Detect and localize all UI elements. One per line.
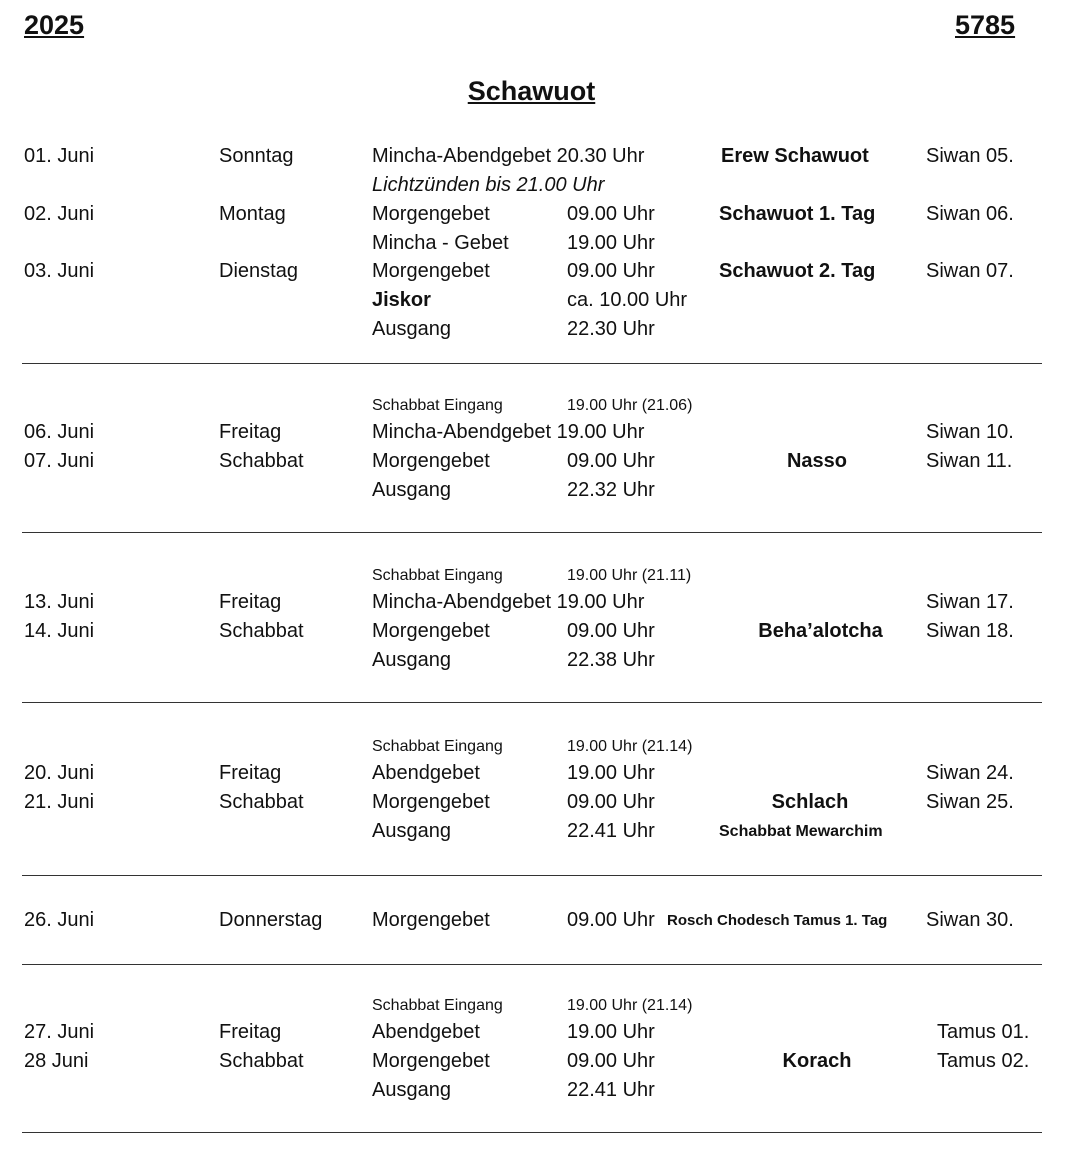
weekday: Schabbat bbox=[219, 1050, 304, 1072]
service-time: 09.00 Uhr bbox=[567, 1050, 655, 1072]
date: 13. Juni bbox=[24, 591, 95, 613]
shabbat-entry-label: Schabbat Eingang bbox=[372, 738, 503, 755]
service-time: 09.00 Uhr bbox=[567, 909, 655, 931]
service: Mincha-Abendgebet 19.00 Uhr bbox=[372, 421, 645, 443]
date: 28 Juni bbox=[24, 1050, 89, 1072]
service-time: 09.00 Uhr bbox=[567, 260, 655, 282]
divider bbox=[22, 532, 1042, 533]
parasha-name: Korach bbox=[782, 1050, 852, 1072]
service-time: 22.38 Uhr bbox=[567, 649, 655, 671]
date: 06. Juni bbox=[24, 421, 95, 443]
date: 26. Juni bbox=[24, 909, 95, 931]
service: Morgengebet bbox=[372, 620, 490, 642]
service: Mincha-Abendgebet 19.00 Uhr bbox=[372, 591, 645, 613]
service-time: 09.00 Uhr bbox=[567, 203, 655, 225]
shabbat-entry-time: 19.00 Uhr (21.06) bbox=[567, 397, 693, 414]
weekday: Donnerstag bbox=[219, 909, 323, 931]
hebrew-date: Siwan 30. bbox=[926, 909, 1014, 931]
service: Mincha-Abendgebet 20.30 Uhr bbox=[372, 145, 645, 167]
event-name: Erew Schawuot bbox=[721, 145, 869, 167]
page-title: Schawuot bbox=[467, 76, 596, 106]
service: Morgengebet bbox=[372, 203, 490, 225]
weekday: Freitag bbox=[219, 762, 282, 784]
divider bbox=[22, 363, 1042, 364]
service-time: ca. 10.00 Uhr bbox=[567, 289, 688, 311]
hebrew-date: Siwan 18. bbox=[926, 620, 1014, 642]
service-time: 22.41 Uhr bbox=[567, 820, 655, 842]
service: Morgengebet bbox=[372, 450, 490, 472]
service-time: 22.30 Uhr bbox=[567, 318, 655, 340]
date: 21. Juni bbox=[24, 791, 95, 813]
event-name: Rosch Chodesch Tamus 1. Tag bbox=[667, 912, 888, 929]
service: Morgengebet bbox=[372, 1050, 490, 1072]
hebrew-date: Siwan 17. bbox=[926, 591, 1014, 613]
service-time: 09.00 Uhr bbox=[567, 791, 655, 813]
shabbat-entry-label: Schabbat Eingang bbox=[372, 397, 503, 414]
service-time: 22.41 Uhr bbox=[567, 1079, 655, 1101]
divider bbox=[22, 964, 1042, 965]
shabbat-entry-time: 19.00 Uhr (21.14) bbox=[567, 738, 693, 755]
divider bbox=[22, 1132, 1042, 1133]
divider bbox=[22, 702, 1042, 703]
weekday: Schabbat bbox=[219, 791, 304, 813]
service-time: 09.00 Uhr bbox=[567, 450, 655, 472]
service: Morgengebet bbox=[372, 909, 490, 931]
service-time: 09.00 Uhr bbox=[567, 620, 655, 642]
service: Mincha - Gebet bbox=[372, 232, 509, 254]
hebrew-date: Siwan 11. bbox=[926, 450, 1013, 472]
year-gregorian: 2025 bbox=[24, 10, 85, 40]
year-hebrew: 5785 bbox=[955, 10, 1016, 40]
hebrew-date: Siwan 10. bbox=[926, 421, 1014, 443]
shabbat-entry-time: 19.00 Uhr (21.11) bbox=[567, 567, 692, 584]
service: Ausgang bbox=[372, 479, 451, 501]
parasha-name: Nasso bbox=[786, 450, 848, 472]
hebrew-date: Siwan 24. bbox=[926, 762, 1014, 784]
date: 03. Juni bbox=[24, 260, 95, 282]
weekday: Dienstag bbox=[219, 260, 298, 282]
hebrew-date: Tamus 01. bbox=[937, 1021, 1030, 1043]
service: Ausgang bbox=[372, 820, 451, 842]
hebrew-date: Siwan 05. bbox=[926, 145, 1014, 167]
service: Jiskor bbox=[372, 289, 431, 311]
service: Ausgang bbox=[372, 318, 451, 340]
event-name: Schawuot 1. Tag bbox=[719, 203, 876, 225]
weekday: Freitag bbox=[219, 591, 282, 613]
date: 27. Juni bbox=[24, 1021, 95, 1043]
service-time: 19.00 Uhr bbox=[567, 762, 655, 784]
date: 01. Juni bbox=[24, 145, 95, 167]
date: 07. Juni bbox=[24, 450, 95, 472]
candle-note: Lichtzünden bis 21.00 Uhr bbox=[372, 174, 605, 196]
shabbat-entry-label: Schabbat Eingang bbox=[372, 567, 503, 584]
weekday: Schabbat bbox=[219, 620, 304, 642]
shabbat-entry-time: 19.00 Uhr (21.14) bbox=[567, 997, 693, 1014]
service-time: 19.00 Uhr bbox=[567, 232, 655, 254]
hebrew-date: Tamus 02. bbox=[937, 1050, 1030, 1072]
event-name: Schawuot 2. Tag bbox=[719, 260, 876, 282]
service: Morgengebet bbox=[372, 791, 490, 813]
service: Abendgebet bbox=[372, 762, 480, 784]
parasha-name: Schlach bbox=[771, 791, 849, 813]
divider bbox=[22, 875, 1042, 876]
service-time: 22.32 Uhr bbox=[567, 479, 655, 501]
service: Ausgang bbox=[372, 649, 451, 671]
weekday: Freitag bbox=[219, 1021, 282, 1043]
service: Morgengebet bbox=[372, 260, 490, 282]
event-note: Schabbat Mewarchim bbox=[719, 823, 883, 840]
hebrew-date: Siwan 25. bbox=[926, 791, 1014, 813]
hebrew-date: Siwan 06. bbox=[926, 203, 1014, 225]
service: Abendgebet bbox=[372, 1021, 480, 1043]
service: Ausgang bbox=[372, 1079, 451, 1101]
shabbat-entry-label: Schabbat Eingang bbox=[372, 997, 503, 1014]
weekday: Freitag bbox=[219, 421, 282, 443]
service-time: 19.00 Uhr bbox=[567, 1021, 655, 1043]
weekday: Montag bbox=[219, 203, 286, 225]
weekday: Schabbat bbox=[219, 450, 304, 472]
date: 14. Juni bbox=[24, 620, 95, 642]
date: 20. Juni bbox=[24, 762, 95, 784]
hebrew-date: Siwan 07. bbox=[926, 260, 1014, 282]
parasha-name: Beha’alotcha bbox=[758, 620, 883, 642]
date: 02. Juni bbox=[24, 203, 95, 225]
weekday: Sonntag bbox=[219, 145, 294, 167]
